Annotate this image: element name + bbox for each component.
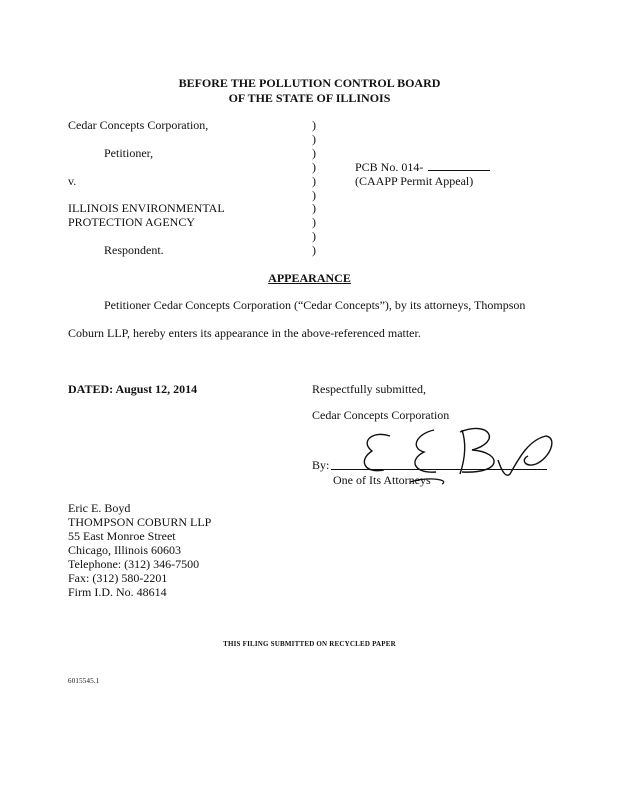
respondent-line2: PROTECTION AGENCY: [68, 215, 196, 229]
handwritten-signature: [350, 420, 560, 495]
caption-paren: ): [312, 132, 316, 146]
caption-paren: ): [312, 229, 316, 243]
case-number: [355, 160, 490, 175]
caption-paren: ): [312, 201, 316, 215]
attorney-name: Eric E. Boyd: [68, 501, 131, 515]
caption-paren: ): [312, 174, 316, 188]
petitioner-name: Cedar Concepts Corporation,: [68, 118, 209, 132]
caption-paren: ): [312, 146, 316, 160]
fax: Fax: (312) 580-2201: [68, 571, 168, 585]
signer-role: One of Its Attorneys: [333, 473, 431, 487]
caption-paren: ): [312, 243, 316, 257]
caption-paren: ): [312, 160, 316, 174]
firm-id: Firm I.D. No. 48614: [68, 585, 167, 599]
caption-paren: ): [312, 188, 316, 202]
closing: Respectfully submitted,: [312, 382, 426, 396]
body-line2: Coburn LLP, hereby enters its appearance in the above-referenced matter.: [68, 326, 421, 340]
court-title-line1: BEFORE THE POLLUTION CONTROL BOARD: [178, 76, 441, 90]
street-address: 55 East Monroe Street: [68, 529, 176, 543]
caption-paren: ): [312, 215, 316, 229]
case-number-label: PCB No. 014-: [355, 160, 424, 174]
document-title: APPEARANCE: [268, 271, 351, 285]
by-label: By:: [312, 458, 330, 472]
caption-paren: ): [312, 118, 316, 132]
versus: v.: [68, 174, 77, 188]
case-number-blank: [428, 160, 490, 171]
case-type: (CAAPP Permit Appeal): [355, 174, 474, 188]
dated-line: DATED: August 12, 2014: [68, 382, 198, 396]
respondent-role: Respondent.: [104, 243, 164, 257]
city-state-zip: Chicago, Illinois 60603: [68, 543, 181, 557]
body-line1: Petitioner Cedar Concepts Corporation (“Cedar Concepts”), by its attorneys, Thompson: [104, 298, 526, 312]
party-name: Cedar Concepts Corporation: [312, 408, 450, 422]
recycled-paper-note: THIS FILING SUBMITTED ON RECYCLED PAPER: [223, 640, 396, 648]
petitioner-role: Petitioner,: [104, 146, 154, 160]
document-id: 6015545.1: [68, 677, 100, 685]
firm-name: THOMPSON COBURN LLP: [68, 515, 212, 529]
telephone: Telephone: (312) 346-7500: [68, 557, 200, 571]
court-title-line2: OF THE STATE OF ILLINOIS: [228, 91, 391, 105]
respondent-line1: ILLINOIS ENVIRONMENTAL: [68, 201, 225, 215]
